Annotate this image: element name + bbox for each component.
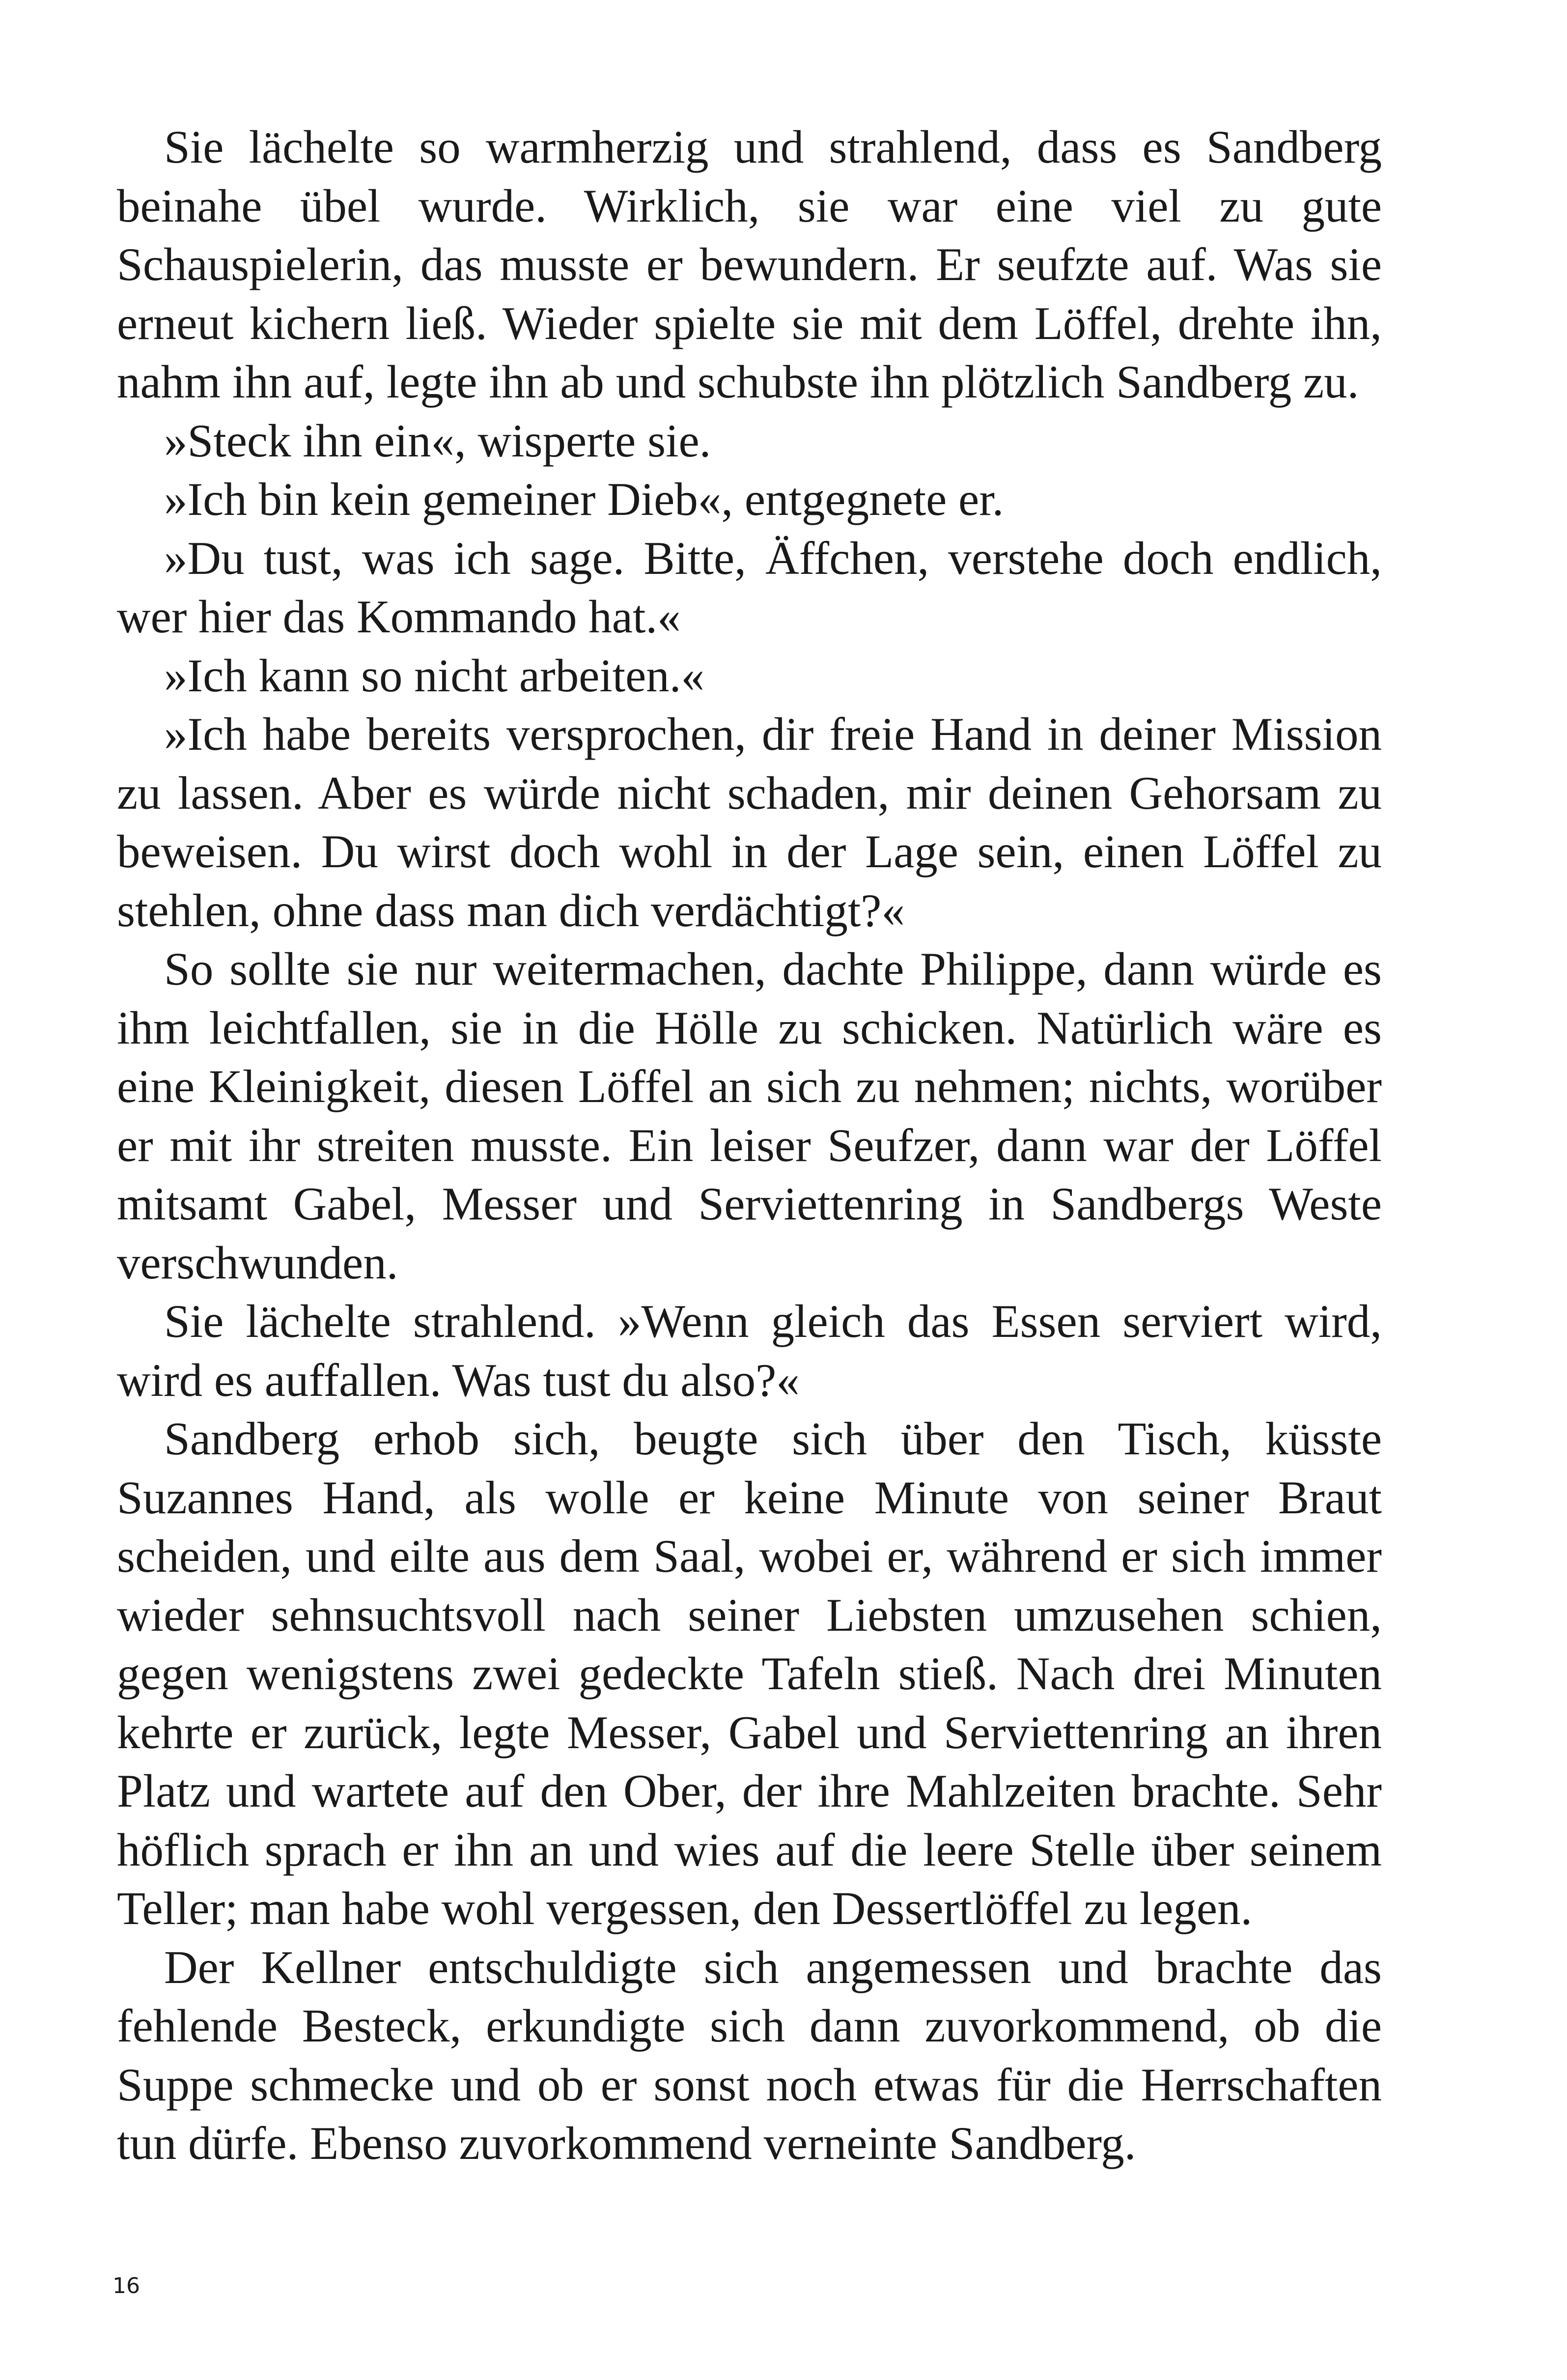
paragraph: Sie lächelte strahlend. »Wenn gleich das Essen serviert wird, wird es auffallen. Was tust du also?« <box>117 1295 1382 1406</box>
paragraph: »Steck ihn ein«, wisperte sie. <box>164 414 711 467</box>
paragraph: Sandberg erhob sich, beugte sich über den Tisch, küsste Suzannes Hand, als wolle er keine Minute von seiner Braut scheiden, und eilte aus dem Saal, wobei er, während er sich immer wieder sehnsuchtsvoll nach seiner Liebsten umzusehen schien, gegen wenigstens zwei gedeckte Tafeln stieß. Nach drei Minuten kehrte er zurück, legte Messer, Gabel und Serviettenring an ihren Platz und wartete auf den Ober, der ihre Mahlzeiten brachte. Sehr höflich sprach er ihn an und wies auf die leere Stelle über seinem Teller; man habe wohl vergessen, den Dessertlöffel zu legen. <box>117 1413 1382 1934</box>
body-text <box>117 118 1382 2173</box>
paragraph: »Ich habe bereits versprochen, dir freie Hand in deiner Mission zu lassen. Aber es würde nicht schaden, mir deinen Gehorsam zu beweisen. Du wirst doch wohl in der Lage sein, einen Löffel zu stehlen, ohne dass man dich verdächtigt?« <box>117 708 1382 936</box>
paragraph: So sollte sie nur weitermachen, dachte Philippe, dann würde es ihm leichtfallen, sie in die Hölle zu schicken. Natürlich wäre es eine Kleinigkeit, diesen Löffel an sich zu nehmen; nichts, worüber er mit ihr streiten musste. Ein leiser Seufzer, dann war der Löffel mitsamt Gabel, Messer und Serviettenring in Sandbergs Weste verschwunden. <box>117 943 1382 1289</box>
paragraph: »Ich kann so nicht arbeiten.« <box>164 649 705 702</box>
paragraph: Der Kellner entschuldigte sich angemessen und brachte das fehlende Besteck, erkundigte sich dann zuvorkommend, ob die Suppe schmecke und ob er sonst noch etwas für die Herrschaften tun dürfe. Ebenso zuvorkommend verneinte Sandberg. <box>117 1941 1382 2169</box>
paragraph: Sie lächelte so warmherzig und strahlend, dass es Sandberg beinahe übel wurde. Wirklich, sie war eine viel zu gute Schauspielerin, das musste er bewundern. Er seufzte auf. Was sie erneut kichern ließ. Wieder spielte sie mit dem Löffel, drehte ihn, nahm ihn auf, legte ihn ab und schubste ihn plötzlich Sandberg zu. <box>117 121 1382 408</box>
page-number: 16 <box>112 2273 140 2298</box>
paragraph: »Du tust, was ich sage. Bitte, Äffchen, verstehe doch endlich, wer hier das Kommando hat.« <box>117 532 1382 643</box>
paragraph: »Ich bin kein gemeiner Dieb«, entgegnete er. <box>164 473 1004 525</box>
